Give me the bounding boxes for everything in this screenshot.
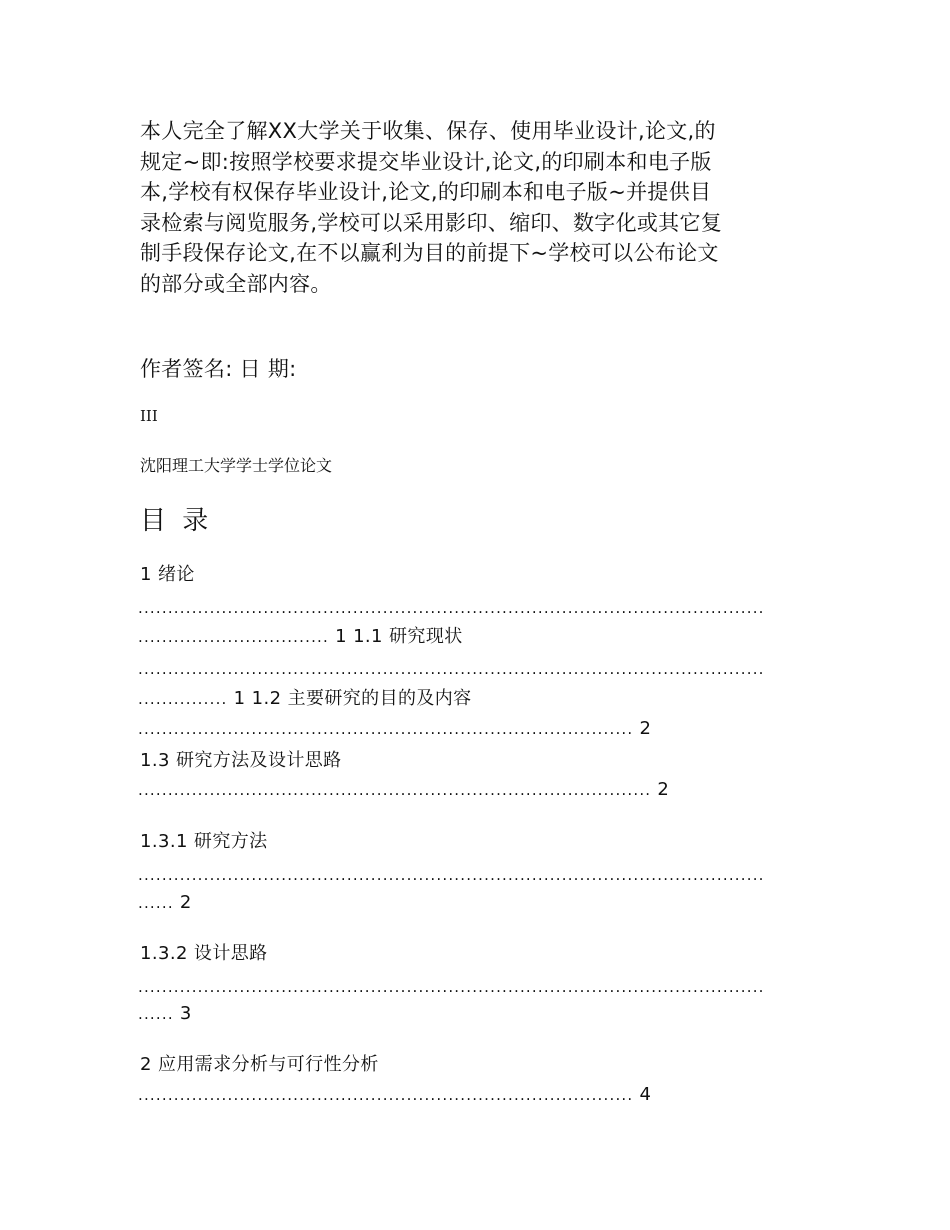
toc-page-number[interactable]: 2 xyxy=(651,779,670,800)
declaration-line: 录检索与阅览服务,学校可以采用影印、缩印、数字化或其它复 xyxy=(140,210,723,235)
toc-dots: ................................................................................... xyxy=(138,720,634,738)
toc-entry[interactable]: 1.3.1 研究方法 xyxy=(140,831,268,852)
toc-dots: ............... xyxy=(138,690,228,708)
toc-dots: ...................................................................................... xyxy=(138,781,652,799)
toc-dots: ......................................................................................................... xyxy=(138,866,765,884)
toc-dots: ......................................................................................................... xyxy=(138,599,765,617)
declaration-line: 制手段保存论文,在不以赢利为目的前提下~学校可以公布论文 xyxy=(140,241,719,265)
declaration-paragraph xyxy=(140,116,812,299)
declaration-line: 规定~即:按照学校要求提交毕业设计,论文,的印刷本和电子版 xyxy=(140,149,712,174)
toc-dots: ...... xyxy=(138,894,174,912)
toc-leader[interactable] xyxy=(138,892,192,914)
toc-dots: ...... xyxy=(138,1005,174,1023)
toc-entry[interactable]: 1 绪论 xyxy=(140,564,195,585)
toc-leader xyxy=(138,597,765,619)
toc-entry[interactable]: 1.3 研究方法及设计思路 xyxy=(140,750,342,771)
toc-leader xyxy=(138,976,765,998)
declaration-line: 的部分或全部内容。 xyxy=(140,271,332,296)
thesis-header: 沈阳理工大学学士学位论文 xyxy=(140,456,333,475)
toc-entry[interactable]: 1 1.1 研究现状 xyxy=(328,626,463,647)
toc-entry[interactable]: 2 应用需求分析与可行性分析 xyxy=(140,1054,379,1075)
signature-line: 作者签名: 日 期: xyxy=(140,357,297,381)
toc-dots: ................................................................................... xyxy=(138,1086,634,1104)
page-number: III xyxy=(140,407,158,425)
toc-title: 目 录 xyxy=(140,506,213,536)
toc-dots: ......................................................................................................... xyxy=(138,978,765,996)
toc-page-number[interactable]: 2 xyxy=(173,892,192,913)
toc-leader xyxy=(138,864,765,886)
toc-leader[interactable] xyxy=(138,688,472,710)
toc-dots: ......................................................................................................... xyxy=(138,660,765,678)
toc-leader[interactable] xyxy=(138,718,651,740)
toc-leader[interactable] xyxy=(138,1003,192,1025)
toc-entry[interactable]: 1 1.2 主要研究的目的及内容 xyxy=(227,688,472,709)
declaration-line: 本人完全了解XX大学关于收集、保存、使用毕业设计,论文,的 xyxy=(140,119,716,143)
toc-page-number[interactable]: 3 xyxy=(173,1003,192,1024)
toc-page-number[interactable]: 2 xyxy=(633,718,652,739)
toc-page-number[interactable]: 4 xyxy=(633,1084,652,1105)
toc-dots: ................................ xyxy=(138,628,329,646)
toc-leader[interactable] xyxy=(138,1084,651,1106)
toc-leader xyxy=(138,658,765,680)
toc-leader[interactable] xyxy=(138,779,669,801)
toc-entry[interactable]: 1.3.2 设计思路 xyxy=(140,943,268,964)
declaration-line: 本,学校有权保存毕业设计,论文,的印刷本和电子版~并提供目 xyxy=(140,180,712,204)
toc-leader[interactable] xyxy=(138,626,463,648)
